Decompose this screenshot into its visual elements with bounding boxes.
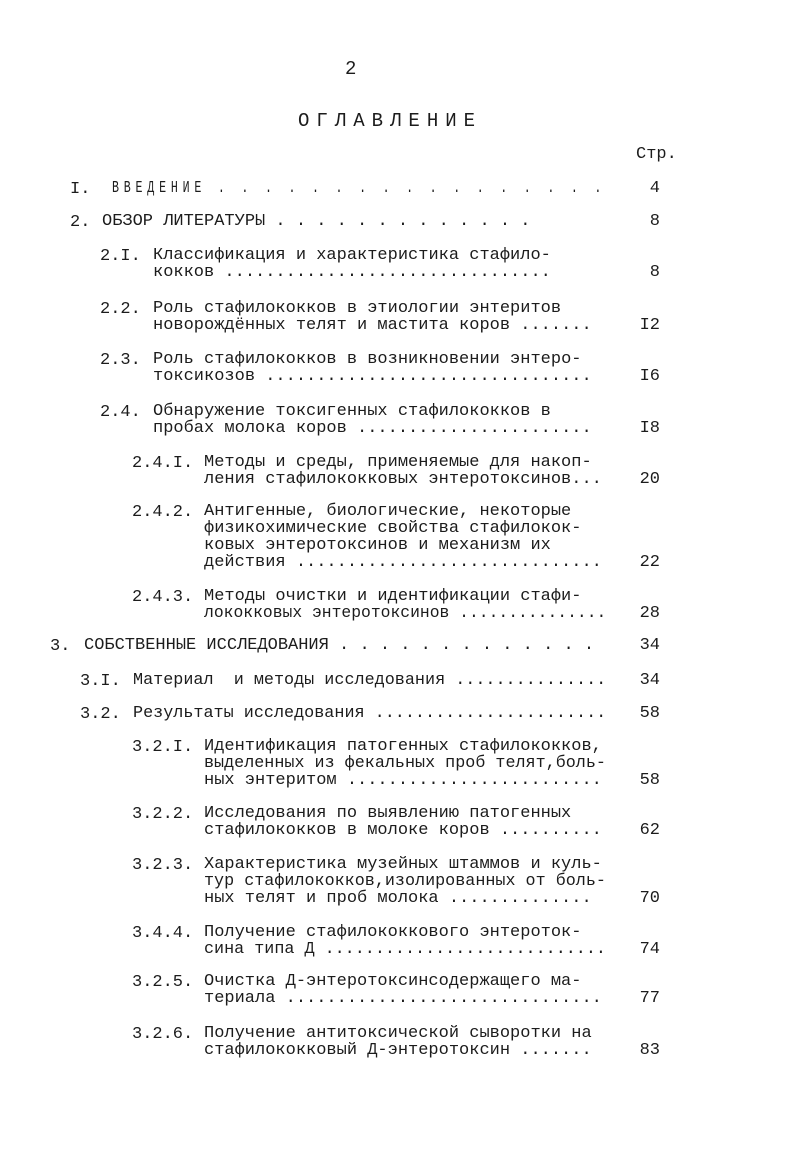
entry-number: 2.4.: [100, 403, 141, 422]
entry-page: 22: [639, 553, 660, 572]
page-column-label: Стр.: [636, 145, 677, 164]
entry-page: 8: [649, 212, 660, 231]
entry-page: 28: [639, 604, 660, 623]
entry-title-line: лококковых энтеротоксинов ...............: [204, 604, 607, 623]
entry-number: 3.: [50, 637, 71, 656]
entry-number: 2.: [70, 213, 91, 232]
entry-title-line: ных телят и проб молока ..............: [204, 889, 592, 908]
entry-title-line: ВВЕДЕНИЕ . . . . . . . . . . . . . . . . .: [112, 179, 607, 198]
entry-title-line: Характеристика музейных штаммов и куль-: [204, 855, 602, 874]
entry-page: 70: [639, 889, 660, 908]
entry-title-line: сина типа Д ............................: [204, 940, 606, 959]
entry-page: 58: [639, 704, 660, 723]
entry-title-line: Получение стафилококкового энтероток-: [204, 923, 582, 942]
entry-number: 3.4.4.: [132, 924, 194, 943]
entry-title-line: стафилококков в молоке коров ..........: [204, 821, 602, 840]
entry-title-line: Антигенные, биологические, некоторые: [204, 502, 572, 521]
entry-title-line: Результаты исследования .......................: [133, 704, 607, 723]
entry-title-line: ных энтеритом .........................: [204, 771, 602, 790]
entry-title-line: токсикозов ................................: [153, 367, 592, 386]
entry-number: 3.2.3.: [132, 856, 194, 875]
entry-number: 3.2.: [80, 705, 121, 724]
entry-page: 62: [639, 821, 660, 840]
entry-page: 77: [639, 989, 660, 1008]
entry-title-line: Роль стафилококков в возникновении энтеро-: [153, 350, 582, 369]
entry-page: 58: [639, 771, 660, 790]
entry-title-line: Материал и методы исследования ...............: [133, 671, 607, 690]
entry-page: 74: [639, 940, 660, 959]
entry-page: 34: [639, 636, 660, 655]
entry-title-line: Методы и среды, применяемые для накоп-: [204, 453, 592, 472]
entry-page: I2: [639, 316, 660, 335]
entry-page: 8: [649, 263, 660, 282]
entry-page: 34: [639, 671, 660, 690]
entry-title-line: Получение антитоксической сыворотки на: [204, 1024, 592, 1043]
entry-title-line: выделенных из фекальных проб телят,боль-: [204, 754, 606, 773]
entry-page: 83: [639, 1041, 660, 1060]
entry-title-line: кокков ................................: [153, 263, 551, 282]
entry-title-line: ковых энтеротоксинов и механизм их: [204, 536, 551, 555]
entry-number: 3.2.2.: [132, 805, 194, 824]
entry-title-line: Методы очистки и идентификации стафи-: [204, 587, 582, 606]
entry-page: 20: [639, 470, 660, 489]
entry-title-line: териала ...............................: [204, 989, 602, 1008]
entry-title-line: пробах молока коров .......................: [153, 419, 592, 438]
entry-title-line: ОБЗОР ЛИТЕРАТУРЫ . . . . . . . . . . . . .: [102, 212, 531, 231]
entry-title-line: Очистка Д-энтеротоксинсодержащего ма-: [204, 972, 582, 991]
entry-page: I8: [639, 419, 660, 438]
entry-title-line: физикохимические свойства стафилокок-: [204, 519, 582, 538]
entry-page: 4: [649, 179, 660, 198]
entry-number: 2.4.3.: [132, 588, 194, 607]
entry-number: 2.4.I.: [132, 454, 194, 473]
entry-number: 3.2.I.: [132, 738, 194, 757]
entry-title-line: стафилококковый Д-энтеротоксин .......: [204, 1041, 592, 1060]
entry-page: I6: [639, 367, 660, 386]
entry-title-line: Исследования по выявлению патогенных: [204, 804, 572, 823]
entry-number: 3.2.6.: [132, 1025, 194, 1044]
entry-title-line: Роль стафилококков в этиологии энтеритов: [153, 299, 562, 318]
entry-number: I.: [70, 180, 91, 199]
entry-title-line: Идентификация патогенных стафилококков,: [204, 737, 602, 756]
entry-number: 2.I.: [100, 247, 141, 266]
entry-number: 2.2.: [100, 300, 141, 319]
entry-number: 2.3.: [100, 351, 141, 370]
entry-title-line: действия ..............................: [204, 553, 602, 572]
entry-number: 3.I.: [80, 672, 121, 691]
entry-title-line: Классификация и характеристика стафило-: [153, 246, 551, 265]
page-number: 2: [345, 58, 357, 80]
entry-title-line: тур стафилококков,изолированных от боль-: [204, 872, 606, 891]
entry-title-line: новорождённых телят и мастита коров .......: [153, 316, 592, 335]
entry-number: 3.2.5.: [132, 973, 194, 992]
entry-title-line: СОБСТВЕННЫЕ ИССЛЕДОВАНИЯ . . . . . . . . . . . . .: [84, 636, 595, 655]
entry-title-line: ления стафилококковых энтеротоксинов...: [204, 470, 602, 489]
entry-number: 2.4.2.: [132, 503, 194, 522]
toc-title: ОГЛАВЛЕНИЕ: [298, 110, 483, 132]
entry-title-line: Обнаружение токсигенных стафилококков в: [153, 402, 551, 421]
